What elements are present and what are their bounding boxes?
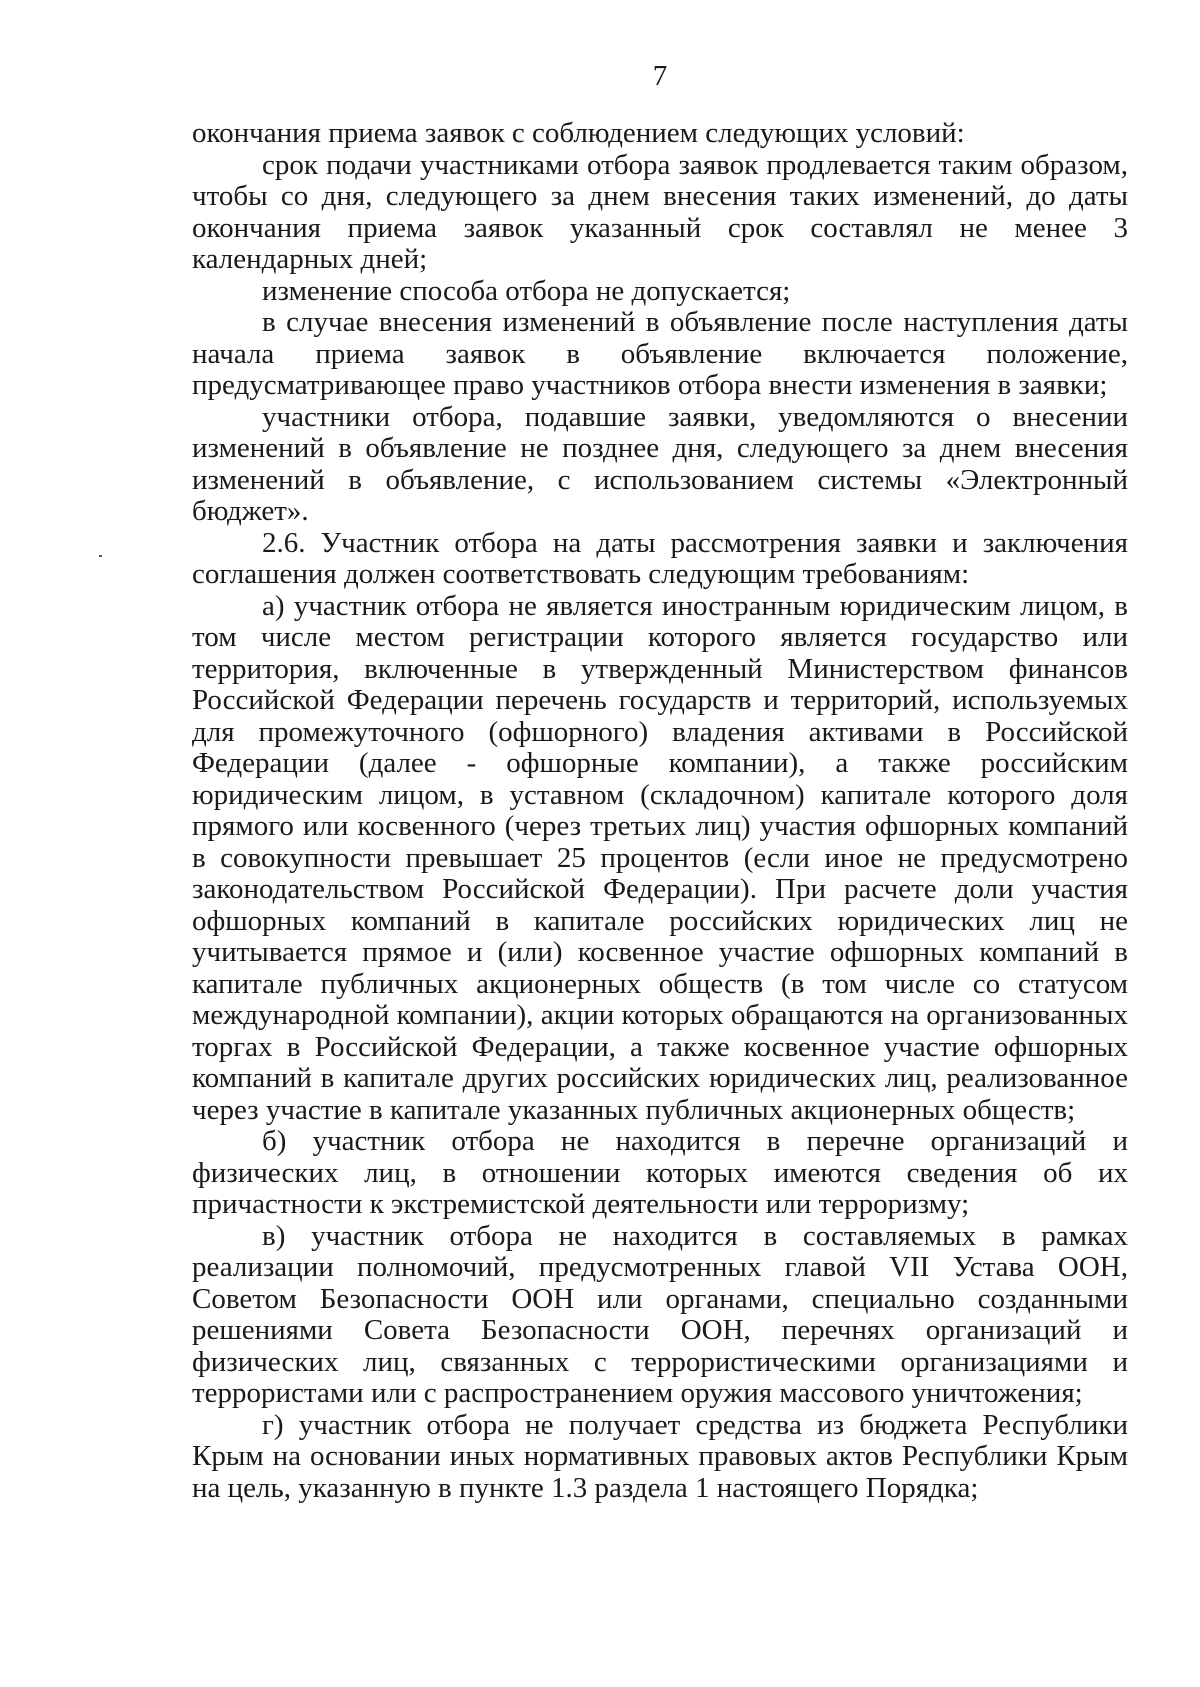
paragraph-continuation: окончания приема заявок с соблюдением следующих условий: xyxy=(192,117,965,149)
scan-artifact xyxy=(99,555,102,557)
paragraph-requirement-a: а) участник отбора не является иностранным юридическим лицом, в том числе местом регистрации которого является государство или территория, включенные в утвержденный Министерством финансов Российской Федерации перечень государств и территорий, используемых для промежуточного (офшорного) владения активами в Российской Федерации (далее - офшорные компании), а также российским юридическим лицом, в уставном (складочном) капитале которого доля прямого или косвенного (через третьих лиц) участия офшорных компаний в совокупности превышает 25 процентов (если иное не предусмотрено законодательством Российской Федерации). При расчете доли участия офшорных компаний в капитале российских юридических лиц не учитывается прямое и (или) косвенное участие офшорных компаний в капитале публичных акционерных обществ (в том числе со статусом международной компании), акции которых обращаются на организованных торгах в Российской Федерации, а также косвенное участие офшорных компаний в капитале других российских юридических лиц, реализованное через участие в капитале указанных публичных акционерных обществ; xyxy=(192,589,1128,1126)
document-body xyxy=(192,118,1128,1504)
paragraph-participant-notification: участники отбора, подавшие заявки, уведомляются о внесении изменений в объявление не позднее дня, следующего за днем внесения изменений в объявление, с использованием системы «Электронный бюджет». xyxy=(192,400,1128,527)
paragraph-section-2-6: 2.6. Участник отбора на даты рассмотрения заявки и заключения соглашения должен соответствовать следующим требованиям: xyxy=(192,526,1128,590)
paragraph-requirement-g: г) участник отбора не получает средства из бюджета Республики Крым на основании иных нормативных правовых актов Республики Крым на цель, указанную в пункте 1.3 раздела 1 настоящего Порядка; xyxy=(192,1408,1128,1504)
paragraph-method-change: изменение способа отбора не допускается; xyxy=(262,274,791,307)
paragraph-deadline-extension: срок подачи участниками отбора заявок продлевается таким образом, чтобы со дня, следующего за днем внесения таких изменений, до даты окончания приема заявок указанный срок составлял не менее 3 календарных дней; xyxy=(192,148,1128,275)
paragraph-requirement-b: б) участник отбора не находится в перечне организаций и физических лиц, в отношении которых имеются сведения об их причастности к экстремистской деятельности или терроризму; xyxy=(192,1125,1128,1220)
paragraph-announcement-changes: в случае внесения изменений в объявление после наступления даты начала приема заявок в объявление включается положение, предусматривающее право участников отбора внести изменения в заявки; xyxy=(192,306,1128,401)
paragraph-requirement-v: в) участник отбора не находится в составляемых в рамках реализации полномочий, предусмотренных главой VII Устава ООН, Советом Безопасности ООН или органами, специально созданными решениями Совета Безопасности ООН, перечнях организаций и физических лиц, связанных с террористическими организациями и террористами или с распространением оружия массового уничтожения; xyxy=(192,1219,1128,1409)
page-number: 7 xyxy=(652,60,668,92)
